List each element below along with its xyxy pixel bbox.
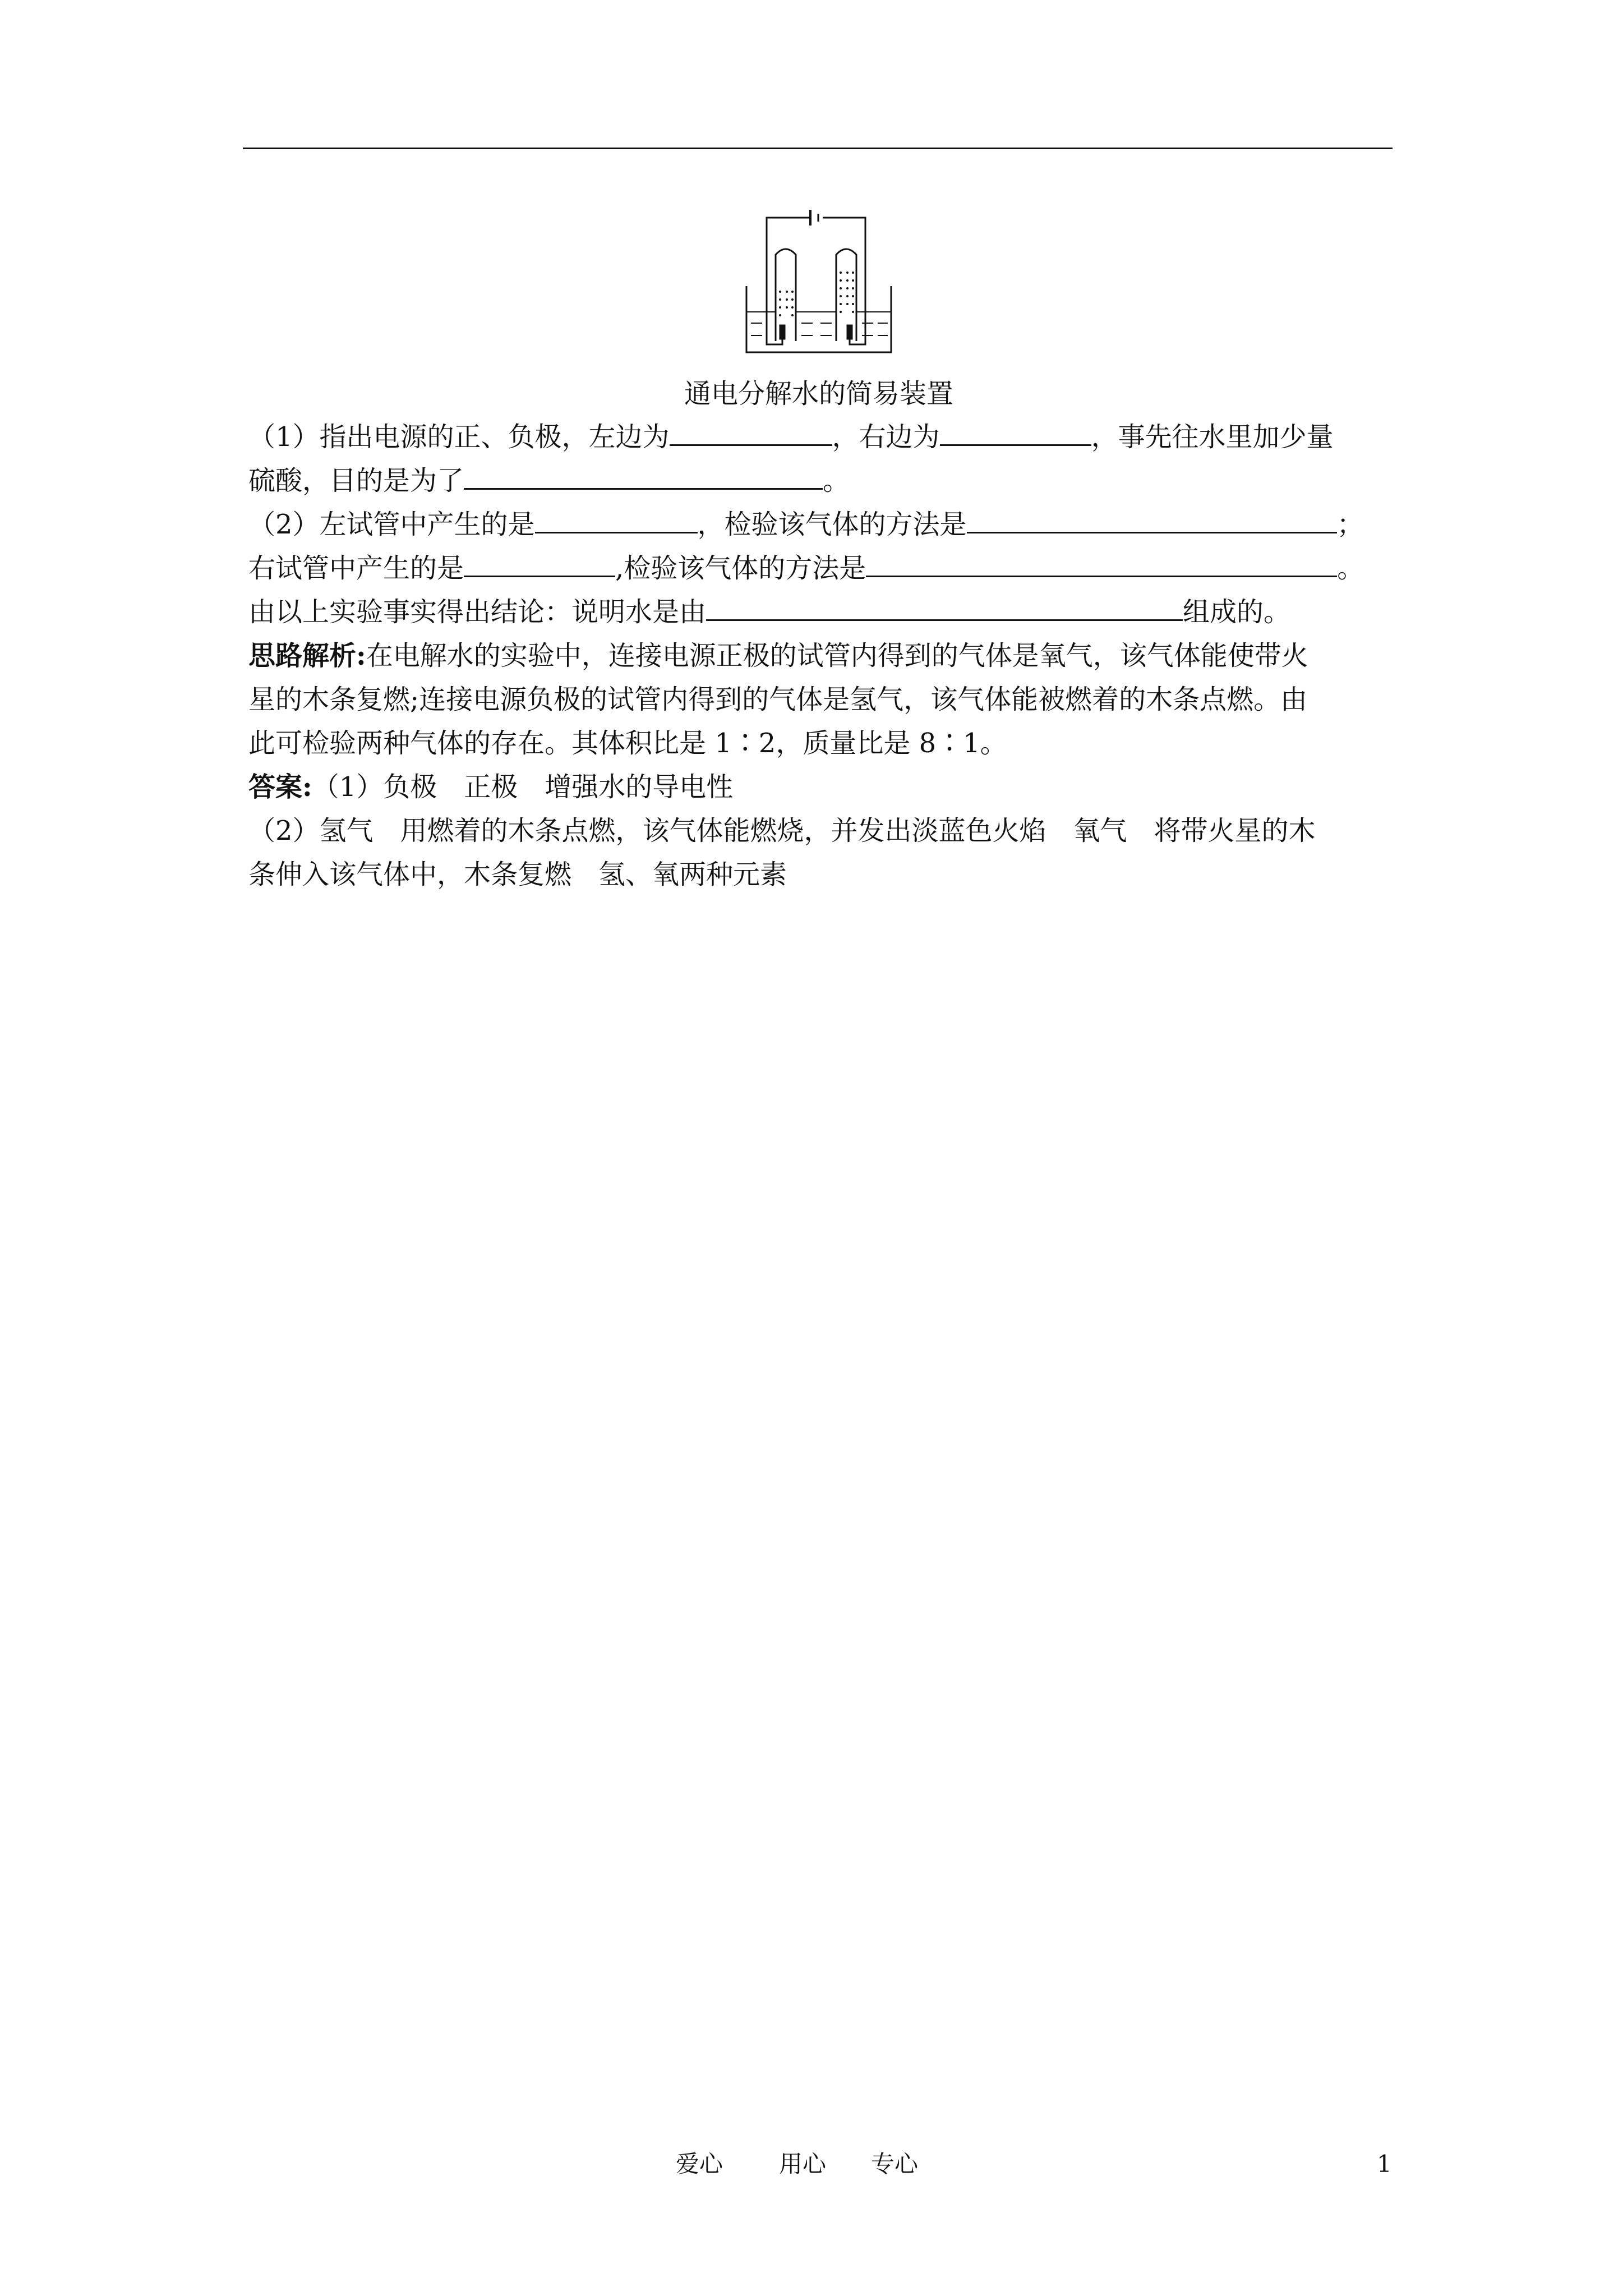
- analysis-line-2: [248, 678, 1393, 721]
- q2-line3-prefix: 由以上实验事实得出结论：说明水是由: [248, 596, 707, 628]
- footer-part-3: 专心: [871, 2150, 919, 2178]
- answer-text-2: （2）氢气 用燃着的木条点燃，该气体能燃烧，并发出淡蓝色火焰 氧气 将带火星的木: [248, 815, 1316, 846]
- q2-blank-left-method[interactable]: [967, 504, 1337, 533]
- q1-blank-left[interactable]: [670, 416, 832, 446]
- electrolysis-apparatus-icon: [743, 208, 895, 365]
- answer-text-3: 条伸入该气体中，木条复燃 氢、氧两种元素: [248, 859, 787, 890]
- q2-prefix: （2）左试管中产生的是: [248, 509, 535, 540]
- q2-line2-suffix: 。: [1337, 553, 1364, 584]
- answer-line-1: [248, 765, 1393, 809]
- analysis-text-3: 此可检验两种气体的存在。其体积比是 1∶2，质量比是 8∶1。: [248, 728, 1007, 759]
- analysis-text-1: 在电解水的实验中，连接电源正极的试管内得到的气体是氧气，该气体能使带火: [366, 640, 1308, 671]
- q1-line2-suffix: 。: [823, 465, 850, 496]
- q2-line2-prefix: 右试管中产生的是: [248, 553, 464, 584]
- analysis-label: 思路解析: [248, 640, 357, 671]
- q2-blank-right-gas[interactable]: [464, 547, 615, 577]
- analysis-text-2: 星的木条复燃;连接电源负极的试管内得到的气体是氢气，该气体能被燃着的木条点燃。由: [248, 684, 1308, 715]
- question-content: [248, 415, 1393, 896]
- analysis-colon: :: [356, 640, 366, 671]
- q1-prefix: （1）指出电源的正、负极，左边为: [248, 421, 670, 453]
- page-number: 1: [1377, 2150, 1392, 2178]
- q2-line2-mid: ,检验该气体的方法是: [615, 553, 866, 584]
- answer-line-2: [248, 809, 1393, 853]
- q1-line-2: [248, 459, 1393, 503]
- answer-label: 答案:: [248, 771, 312, 803]
- q2-line-2: [248, 546, 1393, 590]
- q2-suffix: ；: [1336, 509, 1364, 540]
- q1-blank-right[interactable]: [940, 416, 1091, 446]
- answer-text-1: （1）负极 正极 增强水的导电性: [312, 771, 734, 803]
- q1-line2-prefix: 硫酸，目的是为了: [248, 465, 464, 496]
- q1-mid: ，右边为: [832, 421, 940, 453]
- q1-suffix: ，事先往水里加少量: [1091, 421, 1334, 453]
- q1-line-1: [248, 415, 1393, 459]
- q2-blank-composition[interactable]: [706, 591, 1183, 621]
- header-rule: [243, 148, 1393, 149]
- footer-part-1: 爱心: [676, 2150, 723, 2178]
- q2-mid: ，检验该气体的方法是: [697, 509, 967, 540]
- answer-line-3: [248, 853, 1393, 896]
- analysis-line-1: [248, 634, 1393, 678]
- q2-blank-right-method[interactable]: [866, 547, 1337, 577]
- footer-part-2: 用心: [779, 2150, 827, 2178]
- footer-motto: [676, 2148, 918, 2180]
- q2-line3-suffix: 组成的。: [1183, 596, 1291, 628]
- analysis-line-3: [248, 721, 1393, 765]
- figure-caption: 通电分解水的简易装置: [684, 378, 953, 409]
- q1-blank-purpose[interactable]: [464, 460, 823, 490]
- q2-line-1: [248, 503, 1393, 546]
- q2-line-3: [248, 590, 1393, 634]
- q2-blank-left-gas[interactable]: [535, 504, 698, 533]
